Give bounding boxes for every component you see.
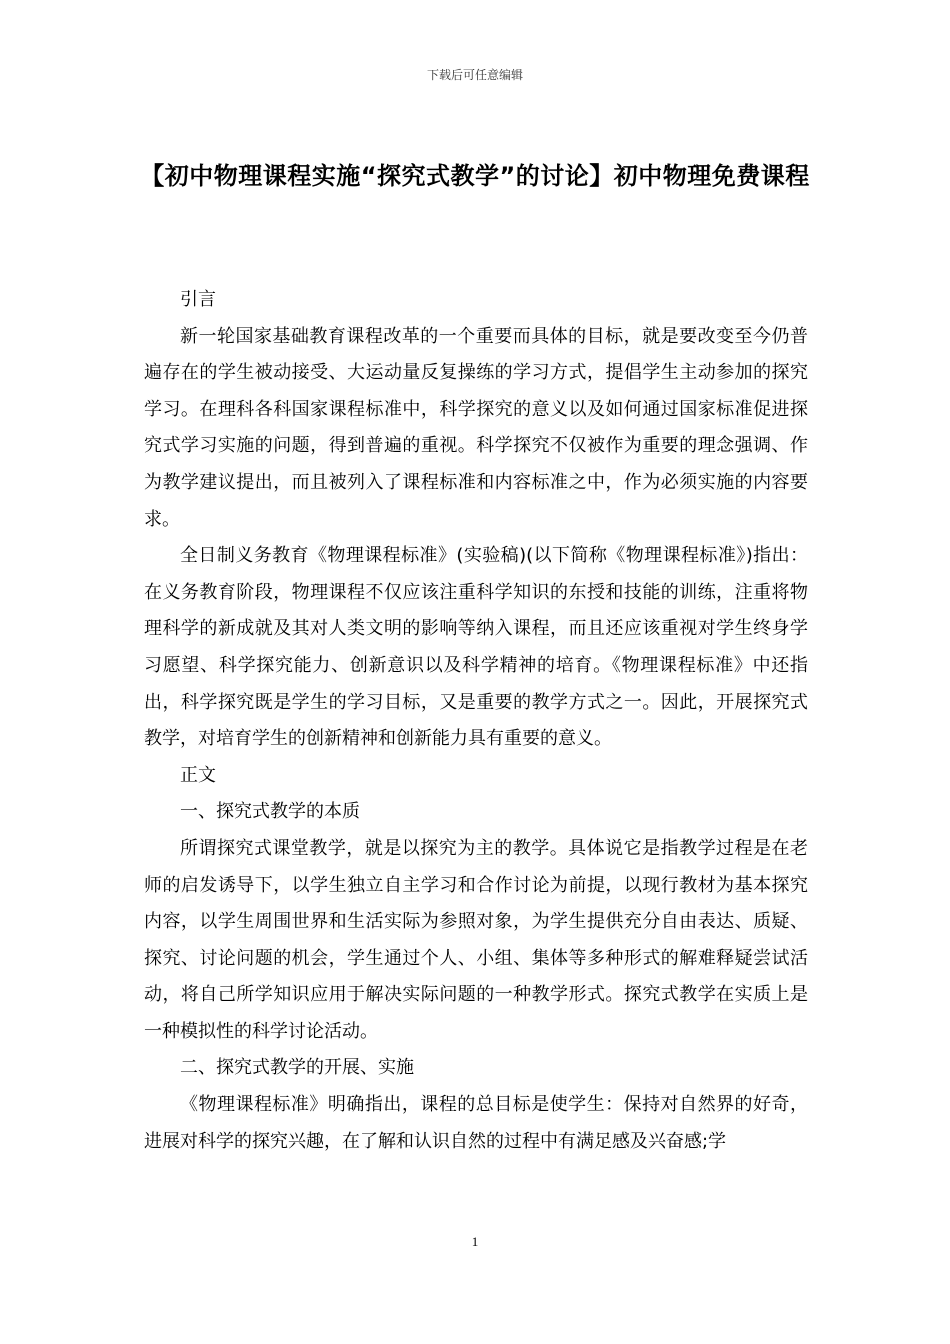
document-title: 【初中物理课程实施“探究式教学”的讨论】初中物理免费课程: [140, 162, 810, 190]
paragraph-section-1: 所谓探究式课堂教学，就是以探究为主的教学。具体说它是指教学过程是在老师的启发诱导下，以学生独立自主学习和合作讨论为前提，以现行教材为基本探究内容，以学生周围世界和生活实际为参照对象，为学生提供充分自由表达、质疑、探究、讨论问题的机会，学生通过个人、小组、集体等多种形式的解难释疑尝试活动，将自己所学知识应用于解决实际问题的一种教学形式。探究式教学在实质上是一种模拟性的科学讨论活动。: [144, 837, 808, 1042]
paragraph-introduction-1: 新一轮国家基础教育课程改革的一个重要而具体的目标，就是要改变至今仍普遍存在的学生被动接受、大运动量反复操练的学习方式，提倡学生主动参加的探究学习。在理科各科国家课程标准中，科学探究的意义以及如何通过国家标准促进探究式学习实施的问题，得到普遍的重视。科学探究不仅被作为重要的理念强调、作为教学建议提出，而且被列入了课程标准和内容标准之中，作为必须实施的内容要求。: [144, 325, 808, 530]
paragraph-introduction-2: 全日制义务教育《物理课程标准》(实验稿)(以下简称《物理课程标准》)指出：在义务教育阶段，物理课程不仅应该注重科学知识的东授和技能的训练，注重将物理科学的新成就及其对人类文明的影响等纳入课程，而且还应该重视对学生终身学习愿望、科学探究能力、创新意识以及科学精神的培育。《物理课程标准》中还指出，科学探究既是学生的学习目标，又是重要的教学方式之一。因此，开展探究式教学，对培育学生的创新精神和创新能力具有重要的意义。: [144, 545, 808, 750]
section-heading-2: 二、探究式教学的开展、实施: [180, 1057, 414, 1079]
document-body: [144, 282, 808, 1160]
header-note: 下载后可任意编辑: [426, 68, 523, 82]
paragraph-section-2: 《物理课程标准》明确指出，课程的总目标是使学生：保持对自然界的好奇，进展对科学的探究兴趣，在了解和认识自然的过程中有满足感及兴奋感;学: [144, 1094, 808, 1152]
heading-introduction: 引言: [180, 289, 216, 310]
section-heading-1: 一、探究式教学的本质: [180, 801, 360, 823]
page-number: 1: [471, 1234, 479, 1249]
heading-main-text: 正文: [180, 764, 216, 786]
